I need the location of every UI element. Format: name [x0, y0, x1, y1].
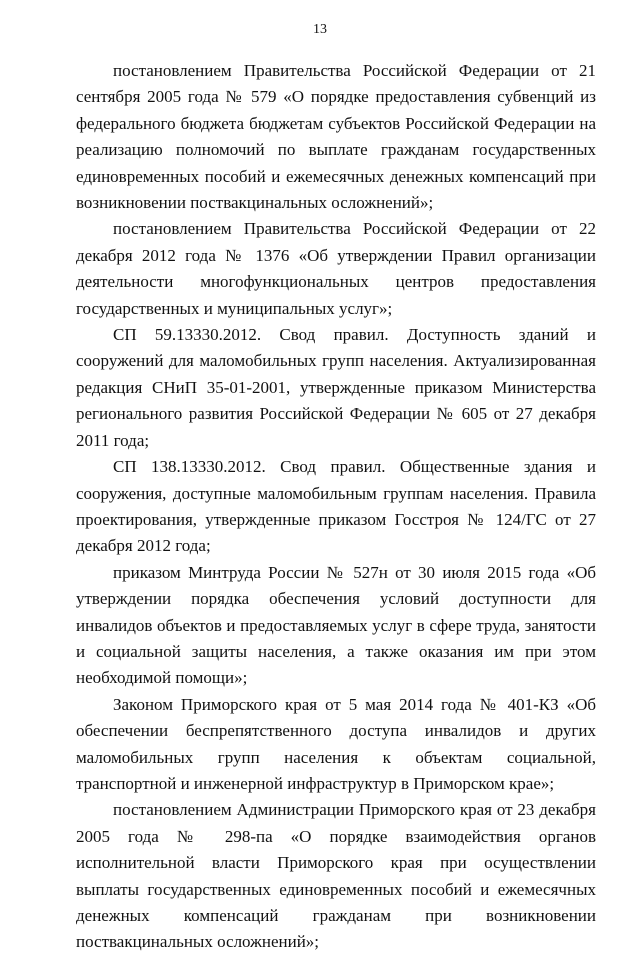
- paragraph-mintrud-order-527n: приказом Минтруда России № 527н от 30 июля 2015 года «Об утверждении порядка обеспечения условий доступности для инвалидов объектов и предоставляемых услуг в сфере труда, занятости и социальной защиты населения, а также оказания им при этом необходимой помощи»;: [76, 562, 596, 688]
- page-number: 13: [313, 22, 327, 37]
- paragraph-sp-138-13330: СП 138.13330.2012. Свод правил. Общественные здания и сооружения, доступные маломобильным группам населения. Правила проектирования, утвержденные приказом Госстроя № 124/ГС от 27 декабря 2012 года;: [76, 457, 596, 556]
- paragraph-government-decree-579: постановлением Правительства Российской Федерации от 21 сентября 2005 года № 579 «О порядке предоставления субвенций из федерального бюджета бюджетам субъектов Российской Федерации на реализацию полномочий по выплате гражданам государственных единовременных пособий и ежемесячных денежных компенсаций при возникновении поствакцинальных осложнений»;: [76, 61, 596, 213]
- paragraph-primorsky-decree-298pa: постановлением Администрации Приморского края от 23 декабря 2005 года № 298-па «О порядке взаимодействия органов исполнительной власти Приморского края при осуществлении выплаты государственных единовременных пособий и ежемесячных денежных компенсаций гражданам при возникновении поствакцинальных осложнений»;: [76, 800, 596, 952]
- paragraph-sp-59-13330: СП 59.13330.2012. Свод правил. Доступность зданий и сооружений для маломобильных групп населения. Актуализированная редакция СНиП 35-01-2001, утвержденные приказом Министерства регионального развития Российской Федерации № 605 от 27 декабря 2011 года;: [76, 325, 596, 450]
- paragraph-primorsky-law-401kz: Законом Приморского края от 5 мая 2014 года № 401-КЗ «Об обеспечении беспрепятственного доступа инвалидов и других маломобильных групп населения к объектам социальной, транспортной и инженерной инфраструктур в Приморском крае»;: [76, 694, 596, 793]
- paragraph-government-decree-1376: постановлением Правительства Российской Федерации от 22 декабря 2012 года № 1376 «Об утверждении Правил организации деятельности многофункциональных центров предоставления государственных и муниципальных услуг»;: [76, 219, 596, 318]
- document-body: [76, 58, 596, 956]
